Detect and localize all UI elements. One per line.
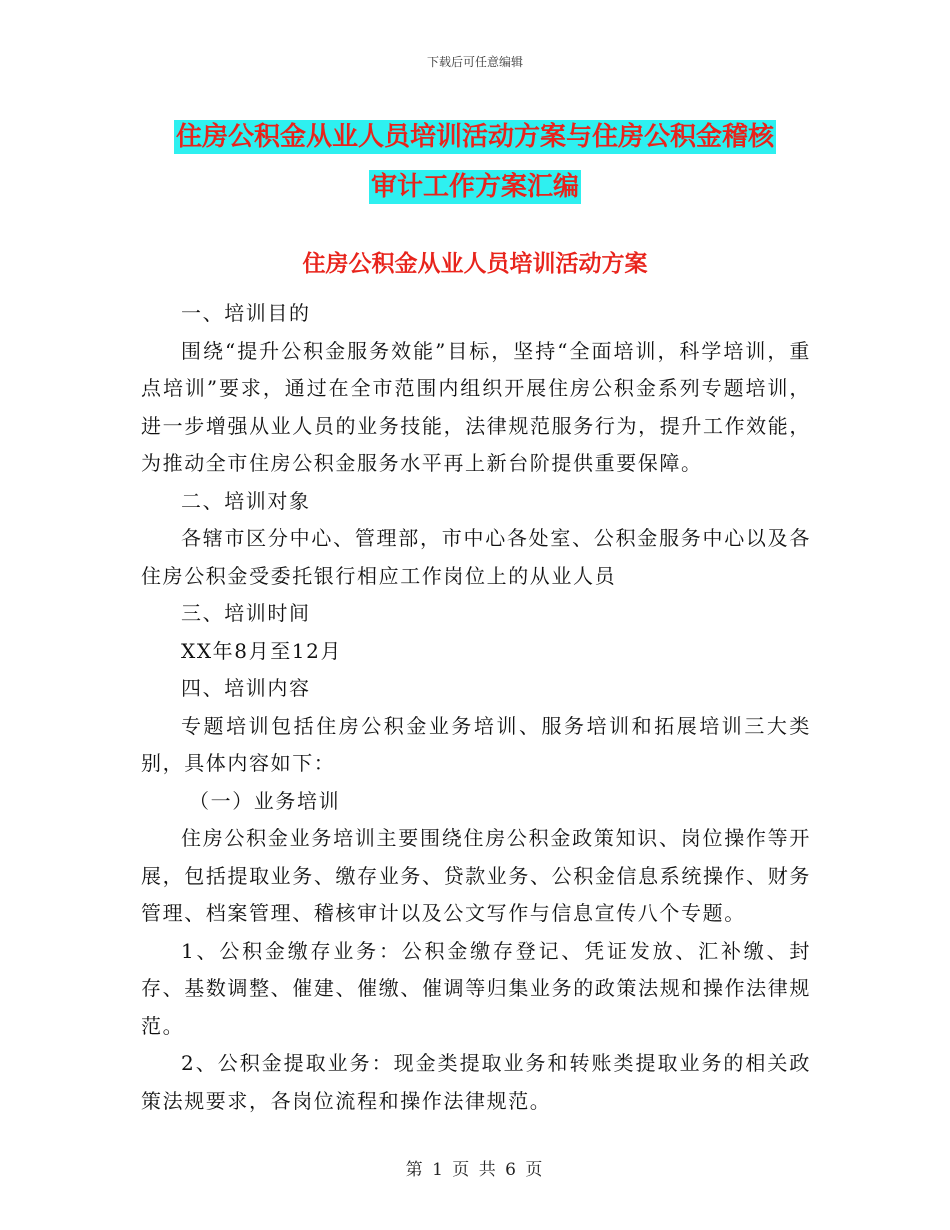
document-title-line-1: 住房公积金从业人员培训活动方案与住房公积金稽核: [175, 122, 774, 152]
page-header-note: 下载后可任意编辑: [426, 55, 523, 69]
paragraph-training-targets: 各辖市区分中心、管理部，市中心各处室、公积金服务中心以及各住房公积金受委托银行相应工作岗位上的从业人员: [141, 526, 811, 588]
subheading-business-training: （一）业务培训: [189, 788, 341, 813]
paragraph-deposit-business: 1、公积金缴存业务：公积金缴存登记、凭证发放、汇补缴、封存、基数调整、催建、催缴、催调等归集业务的政策法规和操作法律规范。: [141, 938, 811, 1038]
paragraph-business-training: 住房公积金业务培训主要围绕住房公积金政策知识、岗位操作等开展，包括提取业务、缴存业务、贷款业务、公积金信息系统操作、财务管理、档案管理、稽核审计以及公文写作与信息宣传八个专题。: [141, 826, 811, 925]
document-body: [141, 295, 811, 1120]
heading-training-content: 四、培训内容: [181, 676, 311, 700]
heading-training-targets: 二、培训对象: [181, 488, 311, 513]
paragraph-withdrawal-business: 2、公积金提取业务：现金类提取业务和转账类提取业务的相关政策法规要求，各岗位流程和操作法律规范。: [141, 1051, 811, 1113]
paragraph-training-content: 专题培训包括住房公积金业务培训、服务培训和拓展培训三大类别，具体内容如下：: [141, 713, 811, 775]
document-title: [0, 112, 950, 212]
heading-training-time: 三、培训时间: [181, 601, 311, 625]
paragraph-training-purpose: 围绕“提升公积金服务效能”目标，坚持“全面培训，科学培训，重点培训”要求，通过在全市范围内组织开展住房公积金系列专题培训，进一步增强从业人员的业务技能，法律规范服务行为，提升工作效能，为推动全市住房公积金服务水平再上新台阶提供重要保障。: [141, 338, 811, 475]
paragraph-training-time: XX年8月至12月: [181, 638, 343, 663]
page-number: 第 1 页 共 6 页: [405, 1160, 545, 1180]
document-title-line-2: 审计工作方案汇编: [370, 172, 579, 202]
section-title: 住房公积金从业人员培训活动方案: [302, 251, 648, 277]
heading-training-purpose: 一、培训目的: [181, 301, 311, 325]
